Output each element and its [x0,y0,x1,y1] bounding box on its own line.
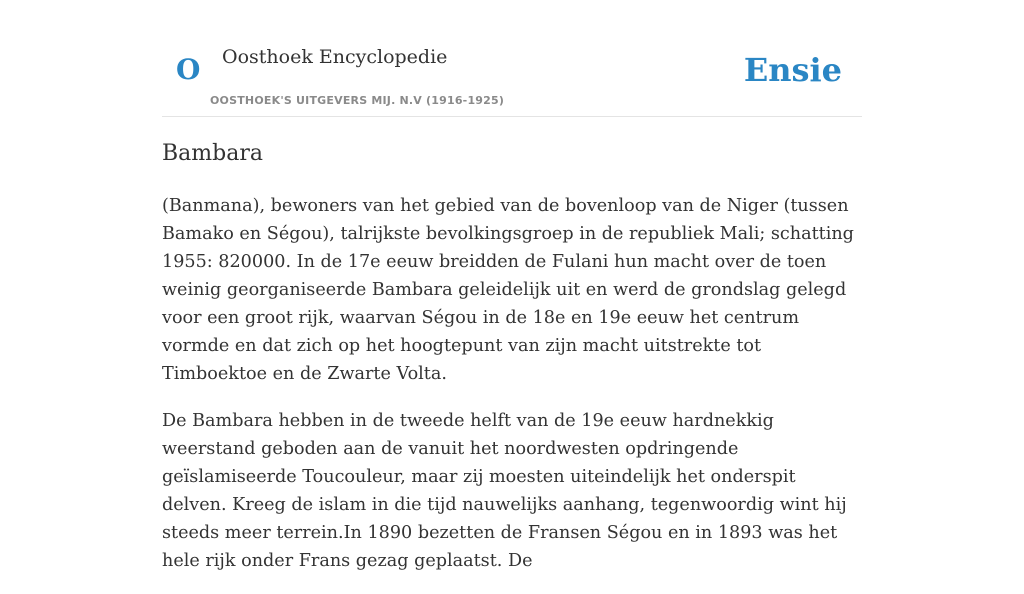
site-header [162,28,862,117]
site-title[interactable]: Oosthoek Encyclopedie [222,46,448,68]
logo-icon[interactable]: O [176,53,201,86]
article-paragraph: (Banmana), bewoners van het gebied van de bovenloop van de Niger (tussen Bamako en Ségou), talrijkste bevolkingsgroep in de republiek Mali; schatting 1955: 820000. In de 17e eeuw breidden de Fulani hun macht over de toen weinig georganiseerde Bambara geleidelijk uit en werd de grondslag gelegd voor een groot rijk, waarvan Ségou in de 18e en 19e eeuw het centrum vormde en dat zich op het hoogtepunt van zijn macht uitstrekte tot Timboektoe en de Zwarte Volta. [162,196,854,384]
article-paragraph: De Bambara hebben in de tweede helft van de 19e eeuw hardnekkig weerstand geboden aan de vanuit het noordwesten opdringende geïslamiseerde Toucouleur, maar zij moesten uiteindelijk het onderspit delven. Kreeg de islam in die tijd nauwelijks aanhang, tegenwoordig wint hij steeds meer terrein.In 1890 bezetten de Fransen Ségou en in 1893 was het hele rijk onder Frans gezag geplaatst. De [162,411,847,571]
brand-logo[interactable]: Ensie [743,51,842,89]
site-subtitle: OOSTHOEK'S UITGEVERS MIJ. N.V (1916-1925) [210,94,505,107]
article-title: Bambara [162,141,263,166]
article-body [162,192,862,594]
